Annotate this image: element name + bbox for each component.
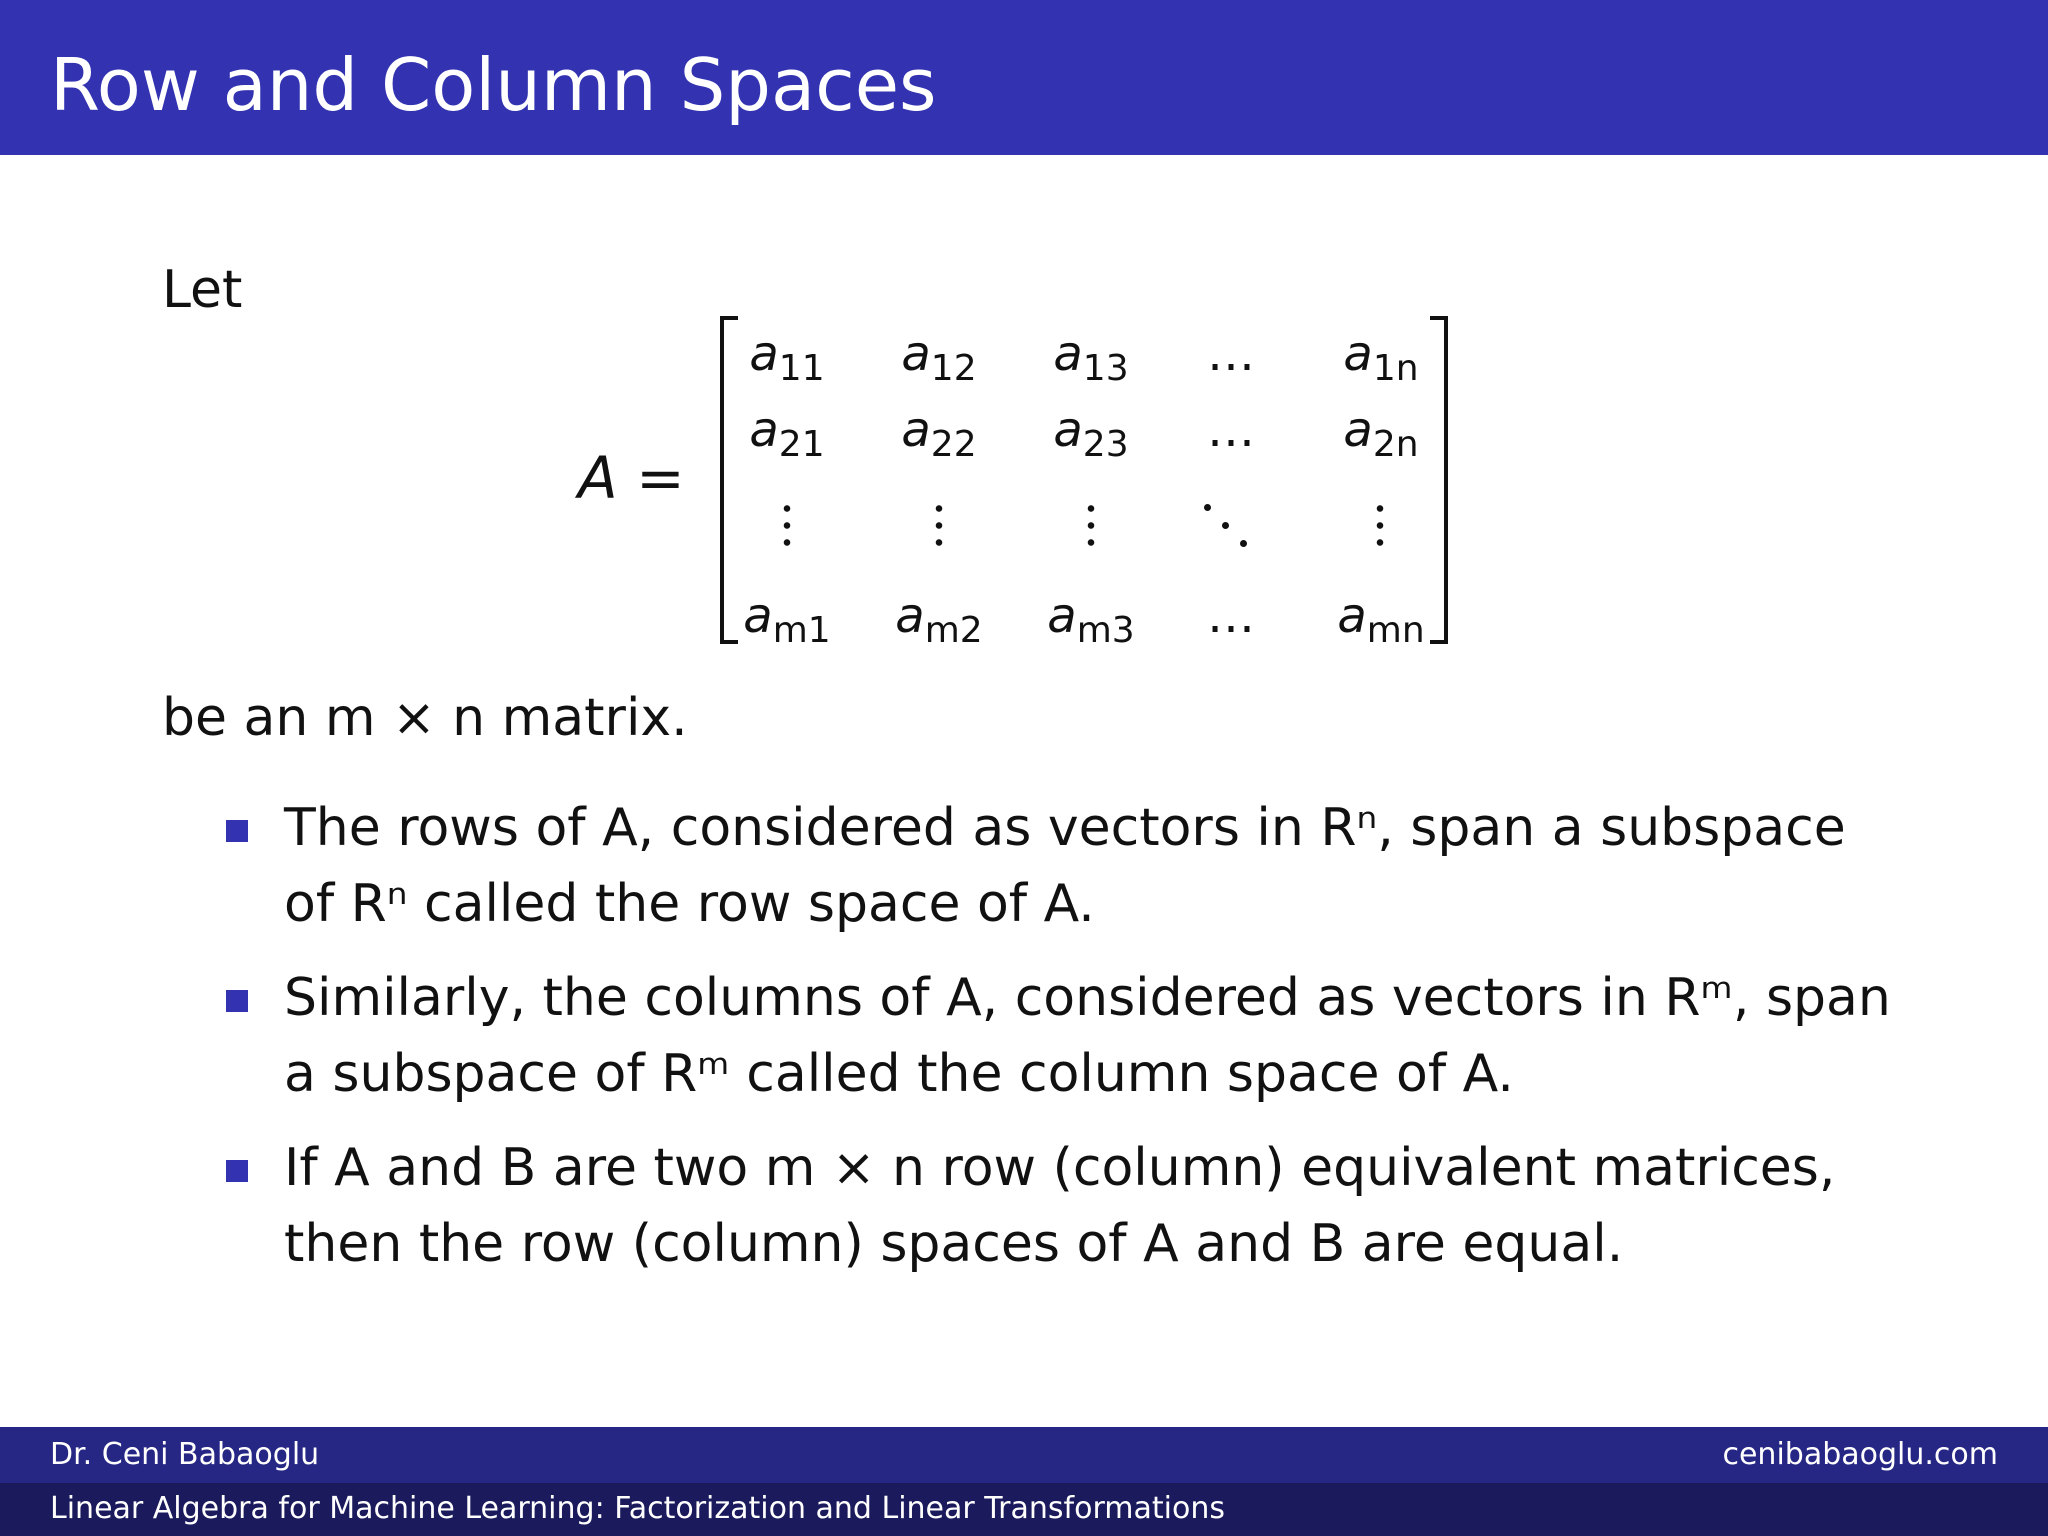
vertical-dots — [1087, 500, 1095, 552]
vertical-dots — [783, 500, 791, 552]
matrix-cell: $a_{22}$ — [901, 402, 977, 465]
matrix-cell: $a_{12}$ — [901, 326, 977, 389]
matrix-cell: $a_{mn}$ — [1337, 588, 1425, 651]
matrix-cell: $a_{13}$ — [1053, 326, 1129, 389]
bullet-text: If A and B are two m × n row (column) equivalent matrices, then the row (column) spaces of A and B are equal. — [284, 1138, 1836, 1274]
footer-author: Dr. Ceni Babaoglu — [50, 1437, 320, 1472]
matrix-cell: … — [1207, 326, 1255, 382]
footer-course: Linear Algebra for Machine Learning: Factorization and Linear Transformations — [50, 1491, 1225, 1526]
bullet-marker — [226, 990, 248, 1012]
slide-title: Row and Column Spaces — [50, 43, 937, 127]
matrix-cell: $a_{m3}$ — [1047, 588, 1135, 651]
bullet-marker — [226, 820, 248, 842]
matrix-cell: … — [1207, 402, 1255, 458]
matrix-cell: $a_{1n}$ — [1343, 326, 1419, 389]
matrix-cell: $a_{m1}$ — [743, 588, 831, 651]
vertical-dots — [1376, 500, 1384, 552]
footer-site: cenibabaoglu.com — [1722, 1437, 1998, 1472]
matrix-cell: $a_{21}$ — [749, 402, 825, 465]
intro-text: Let — [162, 260, 243, 320]
slide-header — [0, 0, 2048, 155]
footer-course-bar — [0, 1483, 2048, 1536]
matrix-cell: … — [1207, 588, 1255, 644]
bullet-text: The rows of A, considered as vectors in Rⁿ, span a subspace of Rⁿ called the row space of A. — [284, 798, 1846, 934]
matrix-cell: $a_{23}$ — [1053, 402, 1129, 465]
diagonal-dots — [1196, 498, 1266, 558]
bullet-text: Similarly, the columns of A, considered as vectors in Rᵐ, span a subspace of Rᵐ called the column space of A. — [284, 968, 1891, 1104]
footer-author-bar — [0, 1427, 2048, 1483]
matrix-lhs: A = — [578, 444, 685, 512]
matrix-cell: $a_{2n}$ — [1343, 402, 1419, 465]
bullet-marker — [226, 1160, 248, 1182]
matrix-cell: $a_{11}$ — [749, 326, 825, 389]
matrix-cell: $a_{m2}$ — [895, 588, 983, 651]
vertical-dots — [935, 500, 943, 552]
matrix-description: be an m × n matrix. — [162, 688, 688, 748]
